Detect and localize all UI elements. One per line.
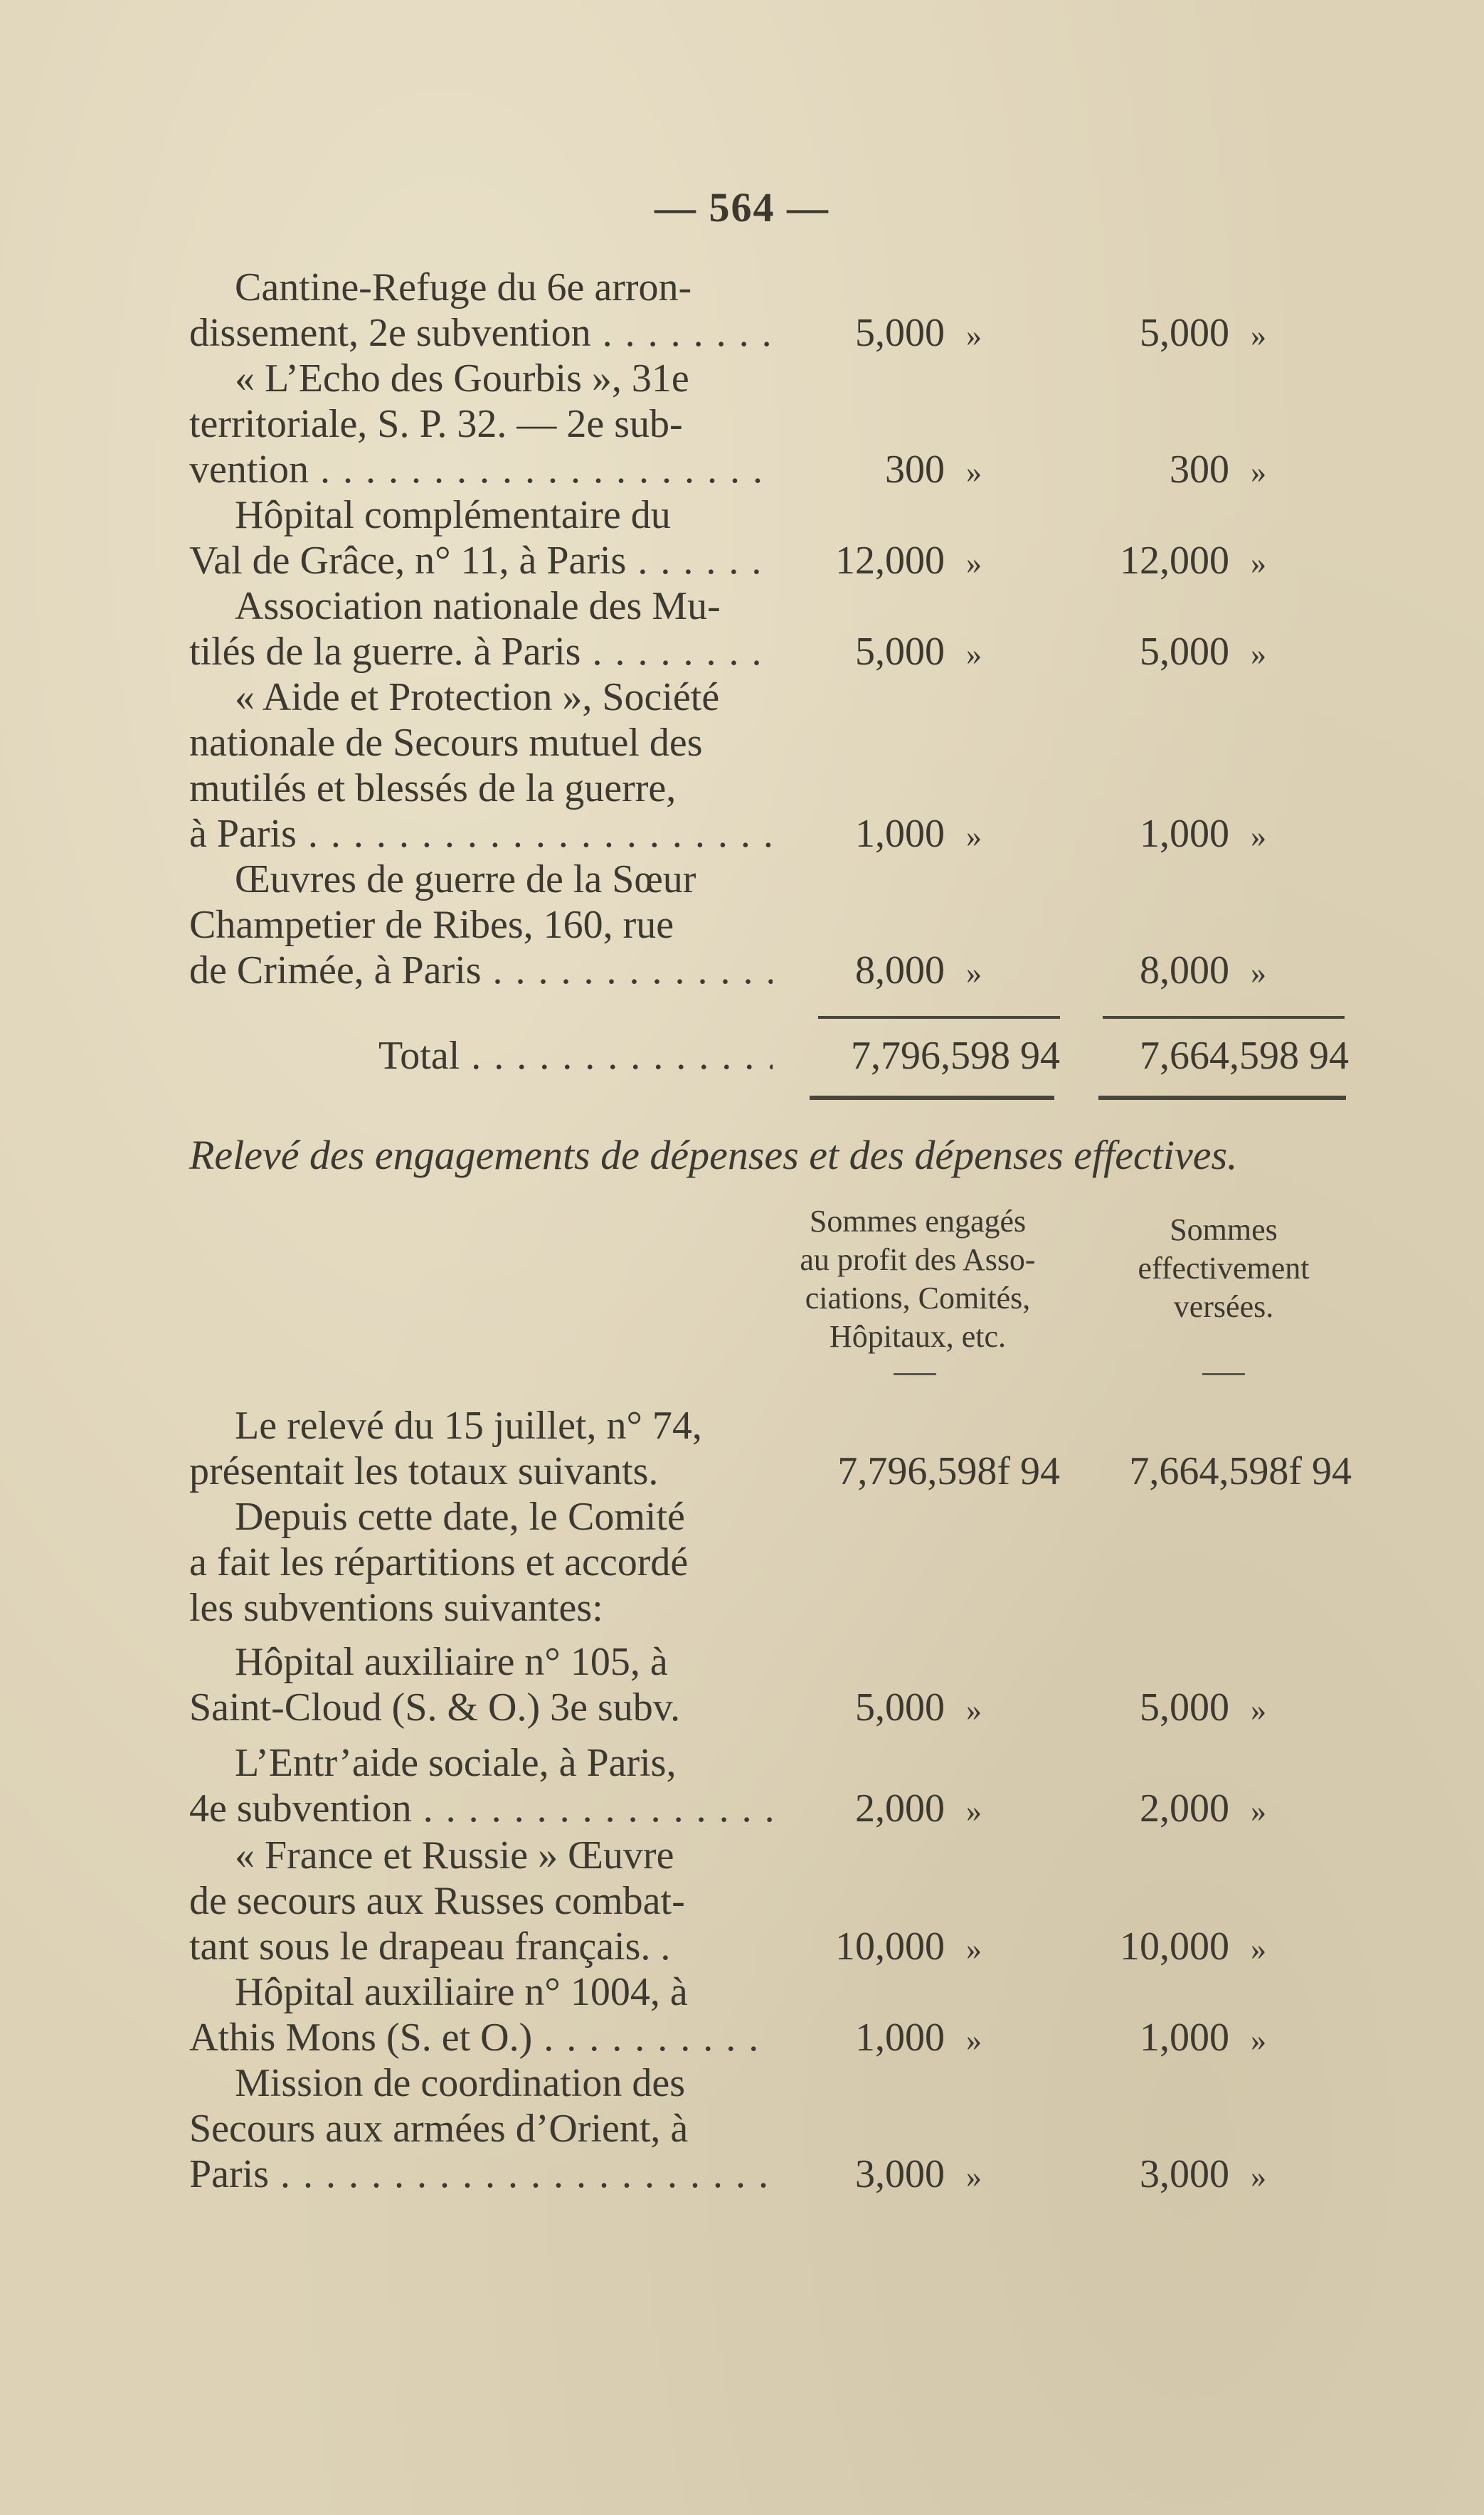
sum-rule bbox=[818, 1016, 1060, 1019]
section-heading: Relevé des engagements de dépenses et des dépenses effectives. bbox=[189, 1132, 1238, 1178]
double-rule bbox=[1098, 1096, 1346, 1100]
amount-paid: 5,000 » bbox=[1140, 1685, 1266, 1730]
entry-line: de secours aux Russes combat- bbox=[189, 1879, 685, 1923]
amount-paid: 5,000 » bbox=[1140, 311, 1266, 355]
amount-paid: 3,000 » bbox=[1140, 2152, 1266, 2196]
amount-engaged: 3,000 » bbox=[855, 2152, 982, 2196]
entry-line: vention . . . bbox=[189, 447, 773, 492]
entry-line: de Crimée, à Paris . . . bbox=[189, 948, 773, 993]
entry-line: Hôpital auxiliaire n° 1004, à bbox=[235, 1970, 688, 2014]
amount-engaged: 10,000 » bbox=[835, 1924, 982, 1969]
entry-line: Secours aux armées d’Orient, à bbox=[189, 2107, 689, 2151]
page-number: — 564 — bbox=[654, 184, 830, 231]
total-engaged: 7,796,598 94 bbox=[851, 1034, 1060, 1078]
amount-paid: 7,664,598f 94 bbox=[1129, 1449, 1352, 1493]
intro-line: Depuis cette date, le Comité bbox=[235, 1495, 685, 1539]
amount-engaged: 5,000 » bbox=[855, 311, 982, 355]
entry-line: Champetier de Ribes, 160, rue bbox=[189, 903, 674, 947]
entry-line: territoriale, S. P. 32. — 2e sub- bbox=[189, 402, 683, 446]
amount-paid: 1,000 » bbox=[1140, 812, 1266, 856]
intro-line: les subventions suivantes: bbox=[189, 1586, 603, 1630]
entry-line: Paris . . . bbox=[189, 2151, 773, 2197]
entry-line: Association nationale des Mu- bbox=[235, 584, 721, 628]
entry-line: tant sous le drapeau français. . bbox=[189, 1924, 671, 1969]
entry-line: Val de Grâce, n° 11, à Paris . . . bbox=[189, 538, 773, 583]
sum-rule bbox=[1103, 1016, 1345, 1019]
entry-line: Hôpital complémentaire du bbox=[235, 493, 671, 537]
entry-line: à Paris . . . bbox=[189, 811, 773, 857]
amount-paid: 12,000 » bbox=[1120, 539, 1266, 583]
amount-engaged: 1,000 » bbox=[855, 812, 982, 856]
amount-paid: 1,000 » bbox=[1140, 2016, 1266, 2060]
header-dash bbox=[894, 1373, 936, 1375]
column-header-engaged: Sommes engagés au profit des Asso- ciations, Comités, Hôpitaux, etc. bbox=[800, 1204, 1036, 1354]
amount-engaged: 5,000 » bbox=[855, 630, 982, 674]
amount-engaged: 5,000 » bbox=[855, 1685, 982, 1730]
amount-engaged: 7,796,598f 94 bbox=[837, 1449, 1060, 1493]
intro-line: Le relevé du 15 juillet, n° 74, bbox=[235, 1404, 702, 1448]
entry-line: Mission de coordination des bbox=[235, 2061, 686, 2105]
entry-line: Œuvres de guerre de la Sœur bbox=[235, 857, 696, 901]
entry-line: L’Entr’aide sociale, à Paris, bbox=[235, 1741, 677, 1785]
entry-line: dissement, 2e subvention . . . bbox=[189, 310, 773, 356]
amount-engaged: 12,000 » bbox=[835, 539, 982, 583]
double-rule bbox=[810, 1096, 1054, 1100]
entry-line: nationale de Secours mutuel des bbox=[189, 721, 703, 765]
amount-paid: 2,000 » bbox=[1140, 1786, 1266, 1831]
entry-line: 4e subvention . . . bbox=[189, 1786, 773, 1831]
amount-engaged: 300 » bbox=[885, 448, 982, 492]
amount-engaged: 2,000 » bbox=[855, 1786, 982, 1831]
header-dash bbox=[1202, 1373, 1245, 1375]
total-paid: 7,664,598 94 bbox=[1140, 1034, 1349, 1078]
entry-line: mutilés et blessés de la guerre, bbox=[189, 766, 677, 810]
column-header-paid: Sommes effectivement versées. bbox=[1138, 1212, 1310, 1324]
amount-paid: 8,000 » bbox=[1140, 948, 1266, 992]
entry-line: « France et Russie » Œuvre bbox=[235, 1833, 674, 1878]
amount-paid: 5,000 » bbox=[1140, 630, 1266, 674]
entry-line: tilés de la guerre. à Paris . . . bbox=[189, 629, 773, 674]
entry-line: Saint-Cloud (S. & O.) 3e subv. bbox=[189, 1685, 681, 1730]
total-label: Total . . . bbox=[378, 1033, 773, 1079]
entry-line: Athis Mons (S. et O.) . . . bbox=[189, 2015, 773, 2060]
amount-engaged: 8,000 » bbox=[855, 948, 982, 992]
amount-engaged: 1,000 » bbox=[855, 2016, 982, 2060]
entry-line: Cantine-Refuge du 6e arron- bbox=[235, 265, 692, 309]
intro-line: présentait les totaux suivants. bbox=[189, 1449, 659, 1493]
intro-line: a fait les répartitions et accordé bbox=[189, 1540, 689, 1584]
entry-line: Hôpital auxiliaire n° 105, à bbox=[235, 1640, 668, 1684]
amount-paid: 10,000 » bbox=[1120, 1924, 1266, 1969]
entry-line: « L’Echo des Gourbis », 31e bbox=[235, 356, 689, 401]
amount-paid: 300 » bbox=[1170, 448, 1266, 492]
entry-line: « Aide et Protection », Société bbox=[235, 675, 720, 719]
